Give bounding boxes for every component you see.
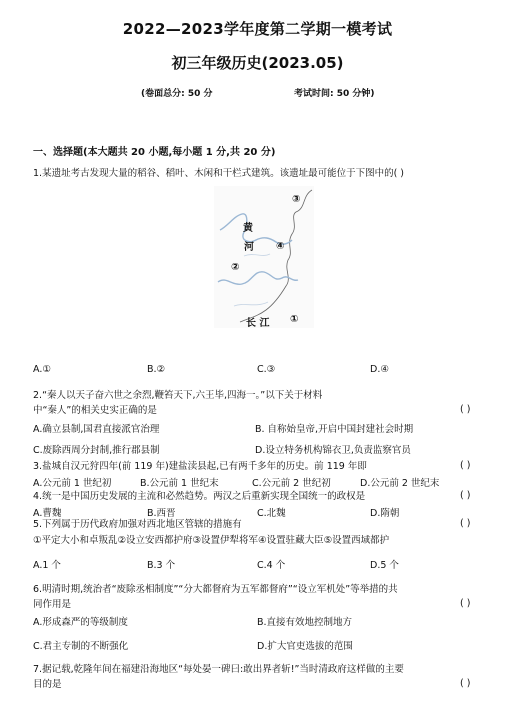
q4-option-b: B.西晋 [147,508,176,519]
question-7-line2: 目的是 [33,679,62,690]
q1-option-a: A.① [33,364,51,375]
map-marker-4: ④ [276,241,285,252]
q3-option-d: D.公元前 2 世纪末 [360,478,440,489]
exam-subtitle: 初三年级历史(2023.05) [171,54,344,72]
question-5-items: ①平定大小和卓叛乱②设立安西都护府③设置伊犁将军④设置驻藏大臣⑤设置西域都护 [33,535,390,546]
question-4-text: 4.统一是中国历史发展的主流和必然趋势。两汉之后重新实现全国统一的政权是 [33,491,366,502]
q1-option-d: D.④ [370,364,389,375]
q3-option-b: B.公元前 1 世纪末 [140,478,219,489]
q4-option-c: C.北魏 [257,508,286,519]
q5-option-b: B.3 个 [147,560,176,571]
exam-title: 2022—2023学年度第二学期一模考试 [122,20,393,38]
q2-option-b: B. 自称始皇帝,开启中国封建社会时期 [255,424,414,435]
q2-option-d: D.设立特务机构锦衣卫,负责监察官员 [255,445,411,456]
question-7-line1: 7.据记载,乾隆年间在福建沿海地区“每处晏一碑曰:敢出界者斩!”当时清政府这样做的主要 [33,664,404,675]
question-6-line2: 同作用是 [33,599,72,610]
q2-option-c: C.废除西周分封制,推行郡县制 [33,445,160,456]
q5-option-a: A.1 个 [33,560,61,571]
map-marker-3: ③ [292,194,301,205]
question-1-text: 1.某遗址考古发现大量的稻谷、稻叶、木闲和干栏式建筑。该遗址最可能位于下图中的( ) [33,168,404,179]
exam-time: 考试时间: 50 分钟) [294,89,375,99]
question-6-answer-blank: ( ) [460,598,471,609]
question-6-line1: 6.明清时期,统治者“废除丞相制度”“分大都督府为五军都督府”“设立军机处”等举措的共 [33,584,398,595]
section-heading: 一、选择题(本大题共 20 小题,每小题 1 分,共 20 分) [33,147,276,158]
question-3-answer-blank: ( ) [460,460,471,471]
q1-option-c: C.③ [257,364,276,375]
question-4-answer-blank: ( ) [460,490,471,501]
q2-option-a: A.确立县制,国君直接派官治理 [33,424,160,435]
map-graphic [214,186,314,328]
question-2-line1: 2.“秦人以天子奋六世之余烈,鞭笞天下,六王毕,四海一。”以下关于材料 [33,390,323,401]
question-7-answer-blank: ( ) [460,678,471,689]
china-river-map [214,186,314,328]
map-label-huang: 黄 [243,223,253,234]
q6-option-d: D.扩大官吏选拔的范围 [257,641,353,652]
map-marker-2: ② [231,262,240,273]
q1-option-b: B.② [147,364,166,375]
question-2-answer-blank: ( ) [460,404,471,415]
q5-option-c: C.4 个 [257,560,286,571]
q4-option-a: A.曹魏 [33,508,62,519]
question-5-text: 5.下列属于历代政府加强对西北地区管辖的措施有 [33,519,242,530]
map-label-changjiang: 长 江 [246,318,270,329]
q4-option-d: D.隋朝 [370,508,400,519]
question-3-text: 3.盐城自汉元狩四年(前 119 年)建盐渎县起,已有两千多年的历史。前 119 年即 [33,461,367,472]
question-5-answer-blank: ( ) [460,518,471,529]
question-2-line2: 中“秦人”的相关史实正确的是 [33,405,157,416]
q6-option-c: C.君主专制的不断强化 [33,641,129,652]
map-label-he: 河 [244,242,254,253]
total-score: (卷面总分: 50 分 [141,89,213,99]
q5-option-d: D.5 个 [370,560,399,571]
q3-option-a: A.公元前 1 世纪初 [33,478,112,489]
q6-option-b: B.直接有效地控制地方 [257,617,353,628]
q6-option-a: A.形成森严的等级制度 [33,617,128,628]
q3-option-c: C.公元前 2 世纪初 [252,478,331,489]
map-marker-1: ① [290,314,299,325]
